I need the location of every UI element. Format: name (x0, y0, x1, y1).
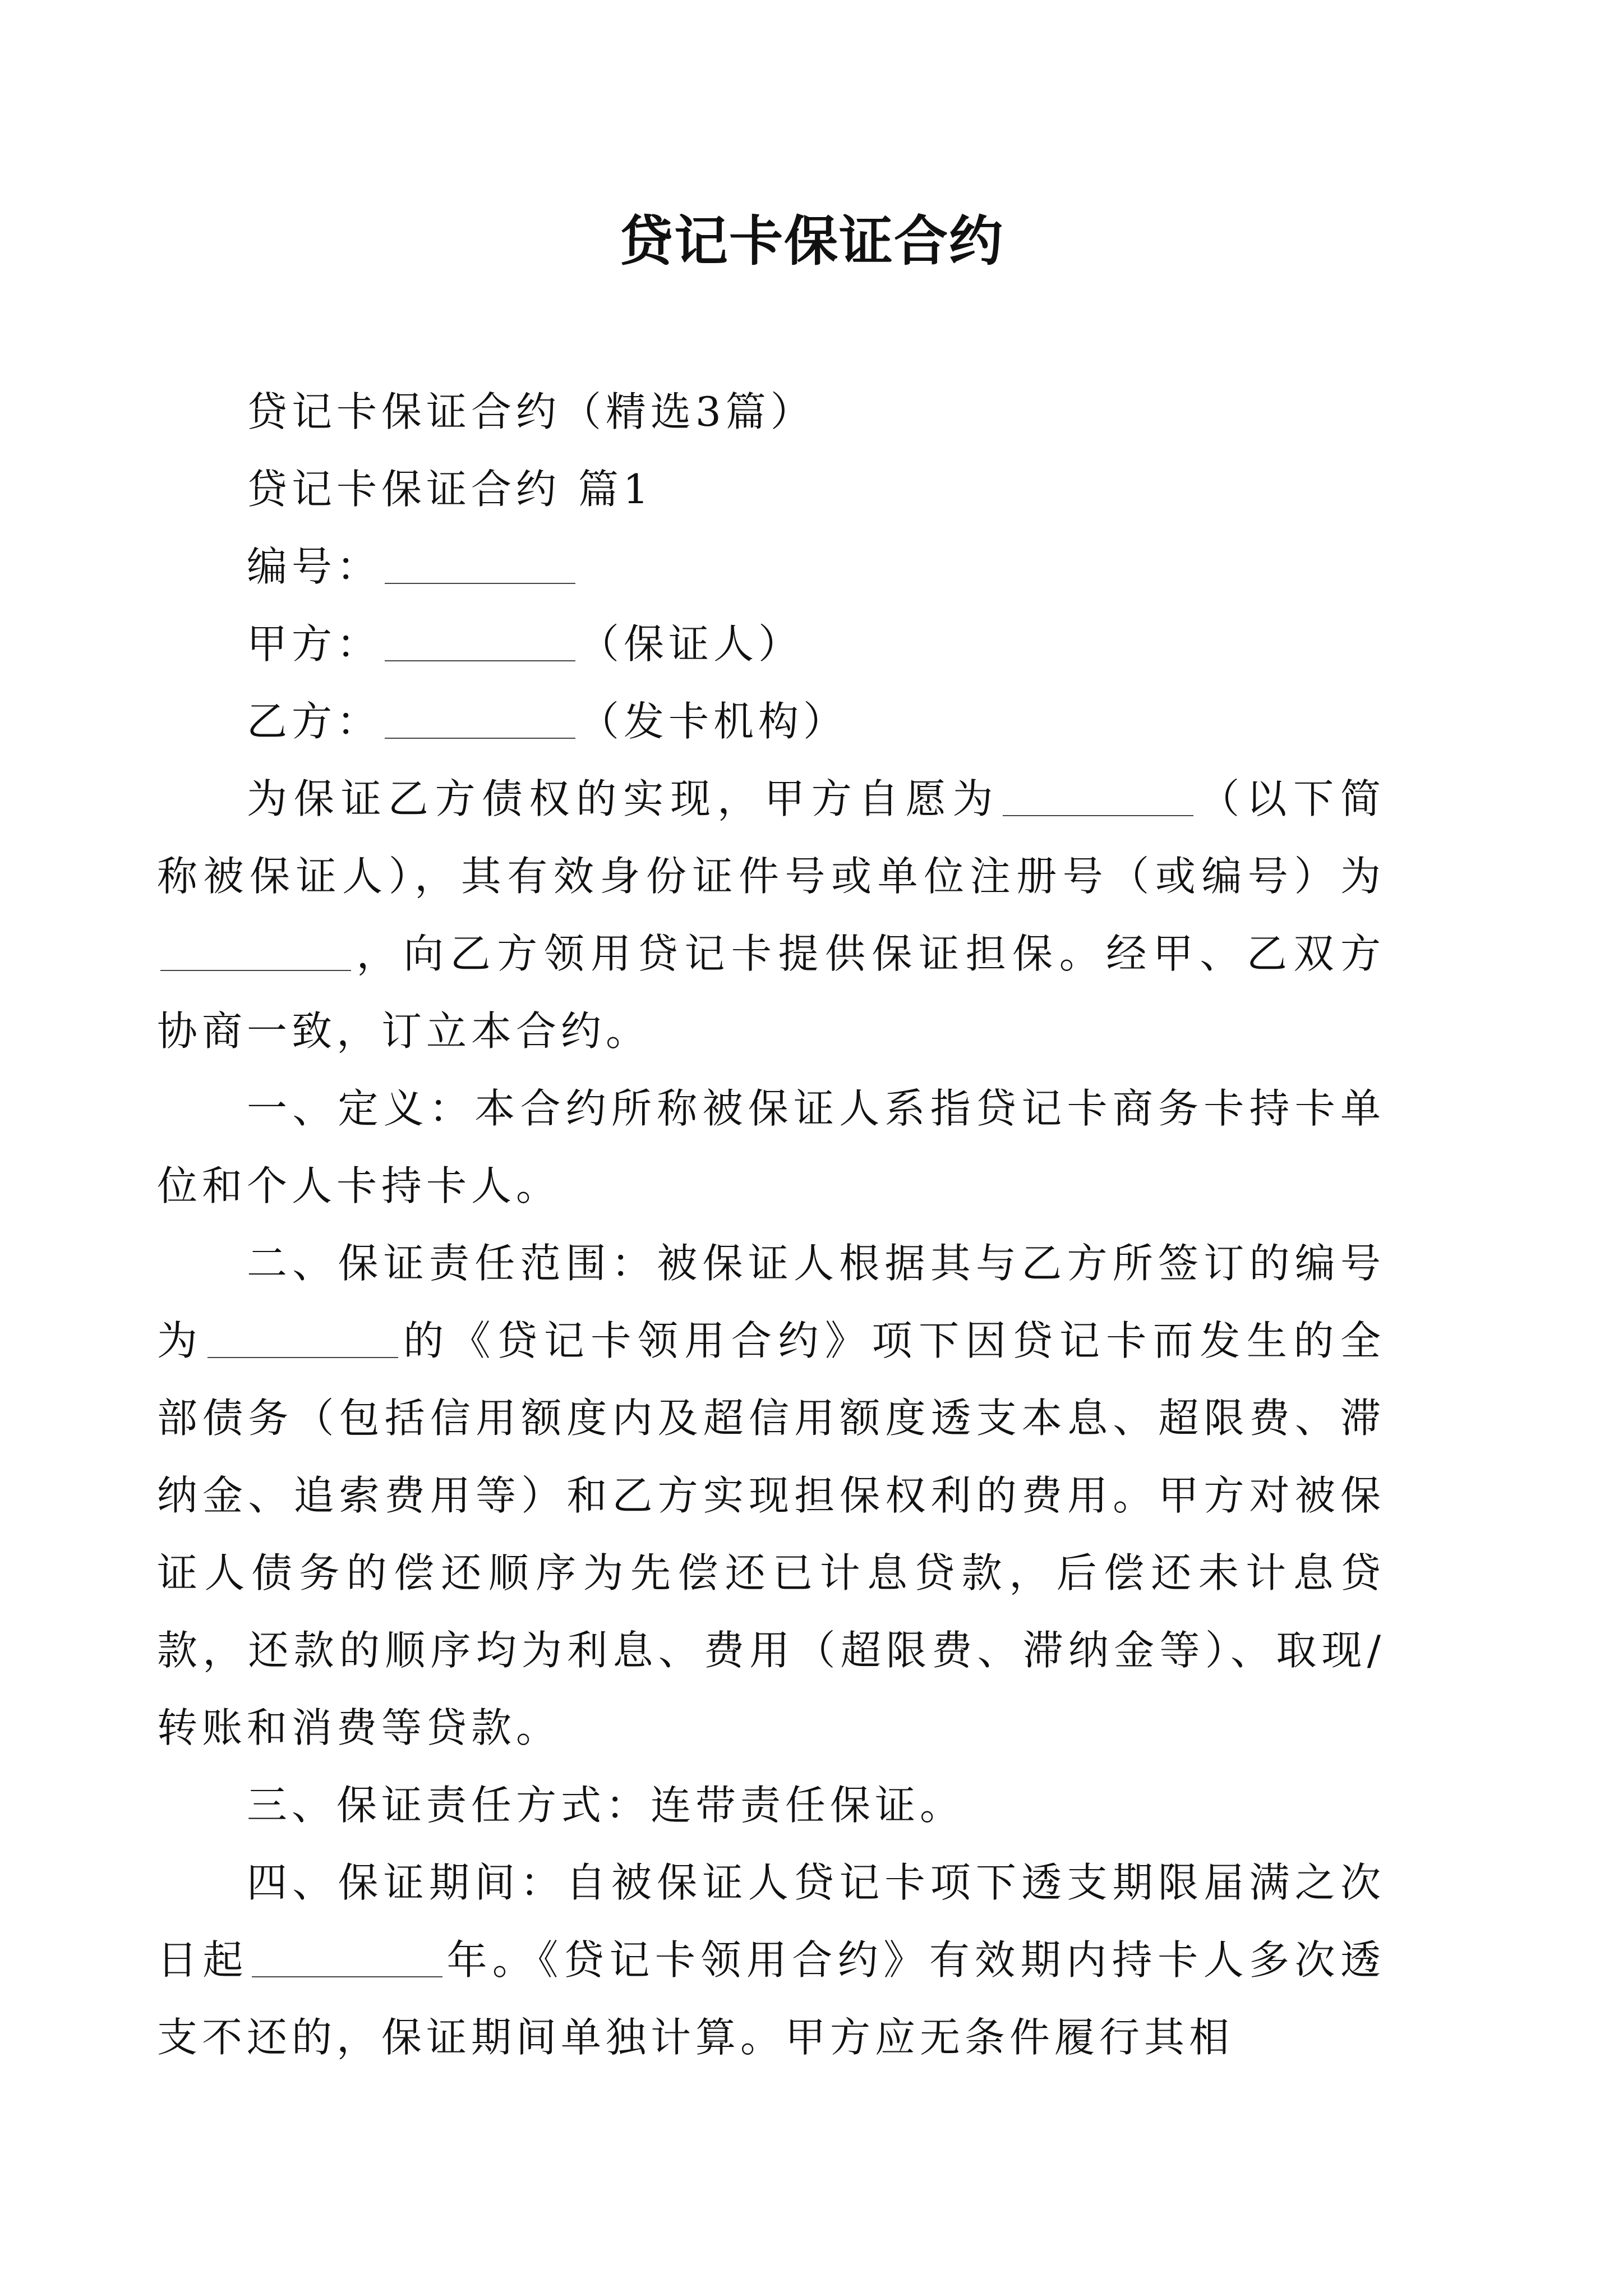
clause-2: 二、保证责任范围：被保证人根据其与乙方所签订的编号为 的《贷记卡领用合约》项下因贷记卡而发生的全部债务（包括信用额度内及超信用额度透支本息、超限费、滞纳金、追索费用等）和乙方实现担保权利的费用。甲方对被保证人债务的偿还顺序为先偿还已计息贷款，后偿还未计息贷款，还款的顺序均为利息、费用（超限费、滞纳金等）、取现/转账和消费等贷款。 (157, 1240, 1385, 1751)
party-a-blank[interactable] (385, 660, 575, 661)
intro-paragraph: 为保证乙方债权的实现，甲方自愿为 （以下简称被保证人），其有效身份证件号或单位注册号（或编号）为，向乙方领用贷记卡提供保证担保。经甲、乙双方协商一致，订立本合约。 (157, 775, 1385, 1055)
clause-1: 一、定义：本合约所称被保证人系指贷记卡商务卡持卡单位和个人卡持卡人。 (157, 1085, 1385, 1209)
document-body (157, 373, 1385, 2076)
party-a-line (247, 605, 1385, 683)
contract-number-line (247, 528, 1385, 605)
clause-3: 三、保证责任方式：连带责任保证。 (247, 1782, 965, 1829)
party-b-role: （发卡机构） (579, 698, 849, 745)
guaranteed-party-blank[interactable] (1003, 815, 1193, 816)
party-b-blank[interactable] (385, 737, 575, 739)
party-a-label: 甲方： (247, 620, 382, 668)
document-title: 贷记卡保证合约 (619, 209, 1004, 273)
clause-4: 四、保证期间：自被保证人贷记卡项下透支期限届满之次日起 年。《贷记卡领用合约》有效期内持卡人多次透支不还的，保证期间单独计算。甲方应无条件履行其相 (157, 1859, 1385, 2061)
agreement-number-blank[interactable] (208, 1356, 398, 1358)
document-subtitle: 贷记卡保证合约（精选3篇） (247, 388, 815, 435)
section-heading: 贷记卡保证合约 篇1 (247, 466, 653, 513)
guarantee-years-blank[interactable] (252, 1976, 442, 1977)
party-b-line (247, 683, 1385, 760)
party-b-label: 乙方： (247, 698, 382, 745)
party-a-role: （保证人） (579, 620, 804, 668)
contract-number-blank[interactable] (385, 582, 575, 584)
id-number-blank[interactable] (160, 969, 351, 971)
contract-number-label: 编号： (247, 543, 382, 590)
